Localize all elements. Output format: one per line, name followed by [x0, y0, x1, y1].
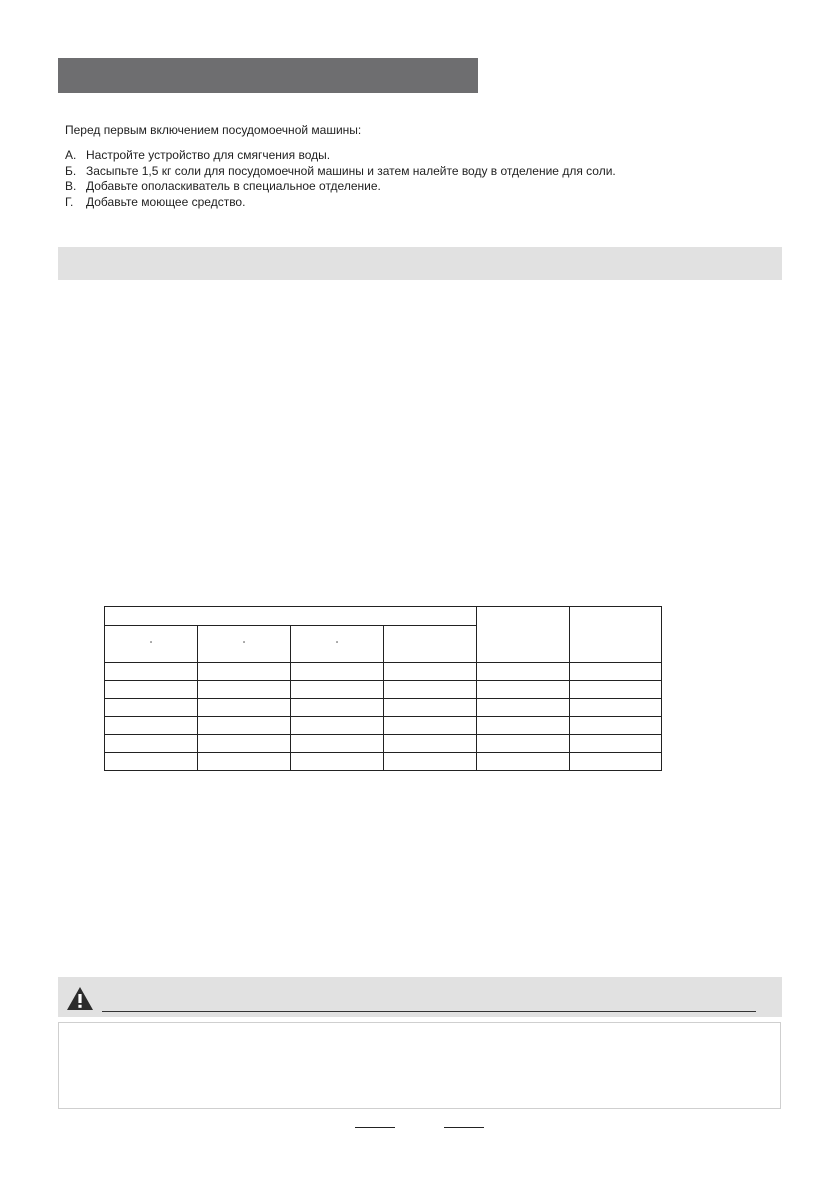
table-cell — [477, 681, 570, 699]
list-item — [65, 148, 616, 164]
water-hardness-table — [104, 606, 662, 771]
footer-line-right — [444, 1127, 484, 1128]
table-cell — [384, 735, 477, 753]
table-row — [105, 663, 662, 681]
table-row — [105, 753, 662, 771]
table-cell — [570, 681, 662, 699]
table-row — [105, 699, 662, 717]
table-cell — [477, 663, 570, 681]
step-letter: А. — [65, 148, 77, 162]
table-cell — [105, 699, 198, 717]
degree-cell: ° — [105, 626, 198, 663]
table-cell — [105, 753, 198, 771]
list-item — [65, 195, 616, 211]
table-cell — [570, 735, 662, 753]
step-letter: В. — [65, 179, 77, 193]
table-cell — [198, 663, 291, 681]
step-letter: Б. — [65, 163, 77, 178]
table-cell — [291, 717, 384, 735]
table-header-cell — [477, 607, 570, 663]
warning-header-bar — [58, 977, 782, 1017]
table-cell — [291, 699, 384, 717]
warning-content-box — [58, 1022, 781, 1109]
table-cell — [570, 717, 662, 735]
table-header-cell — [384, 626, 477, 663]
step-text: Добавьте моющее средство. — [86, 194, 246, 209]
table-cell — [105, 735, 198, 753]
list-item — [65, 164, 616, 180]
title-bar — [58, 58, 478, 93]
table-row — [105, 717, 662, 735]
table-header-cell — [105, 607, 477, 626]
table-cell — [291, 663, 384, 681]
step-letter: Г. — [65, 194, 74, 209]
table-cell — [570, 699, 662, 717]
steps-list — [65, 148, 616, 210]
step-text: Засыпьте 1,5 кг соли для посудомоечной машины и затем налейте воду в отделение для соли. — [86, 163, 616, 178]
intro-text: Перед первым включением посудомоечной машины: — [65, 123, 362, 137]
section-header-bar — [58, 247, 782, 280]
table-cell — [105, 663, 198, 681]
table-cell — [477, 753, 570, 771]
table-cell — [198, 681, 291, 699]
table-cell — [570, 753, 662, 771]
table-cell — [198, 753, 291, 771]
table-cell — [384, 663, 477, 681]
footer-line-left — [355, 1127, 395, 1128]
table-row — [105, 681, 662, 699]
table-cell — [198, 717, 291, 735]
table-cell — [384, 717, 477, 735]
warning-triangle-icon — [66, 986, 94, 1011]
degree-cell: ° — [291, 626, 384, 663]
degree-cell: ° — [198, 626, 291, 663]
table-cell — [105, 717, 198, 735]
step-text: Настройте устройство для смягчения воды. — [86, 148, 331, 162]
list-item — [65, 179, 616, 195]
table-cell — [291, 735, 384, 753]
step-text: Добавьте ополаскиватель в специальное отделение. — [86, 179, 381, 193]
table-cell — [198, 735, 291, 753]
table-cell — [105, 681, 198, 699]
table-cell — [384, 699, 477, 717]
table-cell — [570, 663, 662, 681]
table-cell — [477, 717, 570, 735]
table-cell — [198, 699, 291, 717]
table-header-cell — [570, 607, 662, 663]
table-cell — [477, 699, 570, 717]
table-cell — [291, 681, 384, 699]
table-header-row — [105, 607, 662, 626]
table-cell — [384, 753, 477, 771]
warning-underline — [102, 1011, 756, 1012]
table-cell — [384, 681, 477, 699]
table-cell — [291, 753, 384, 771]
table-row — [105, 735, 662, 753]
table-cell — [477, 735, 570, 753]
